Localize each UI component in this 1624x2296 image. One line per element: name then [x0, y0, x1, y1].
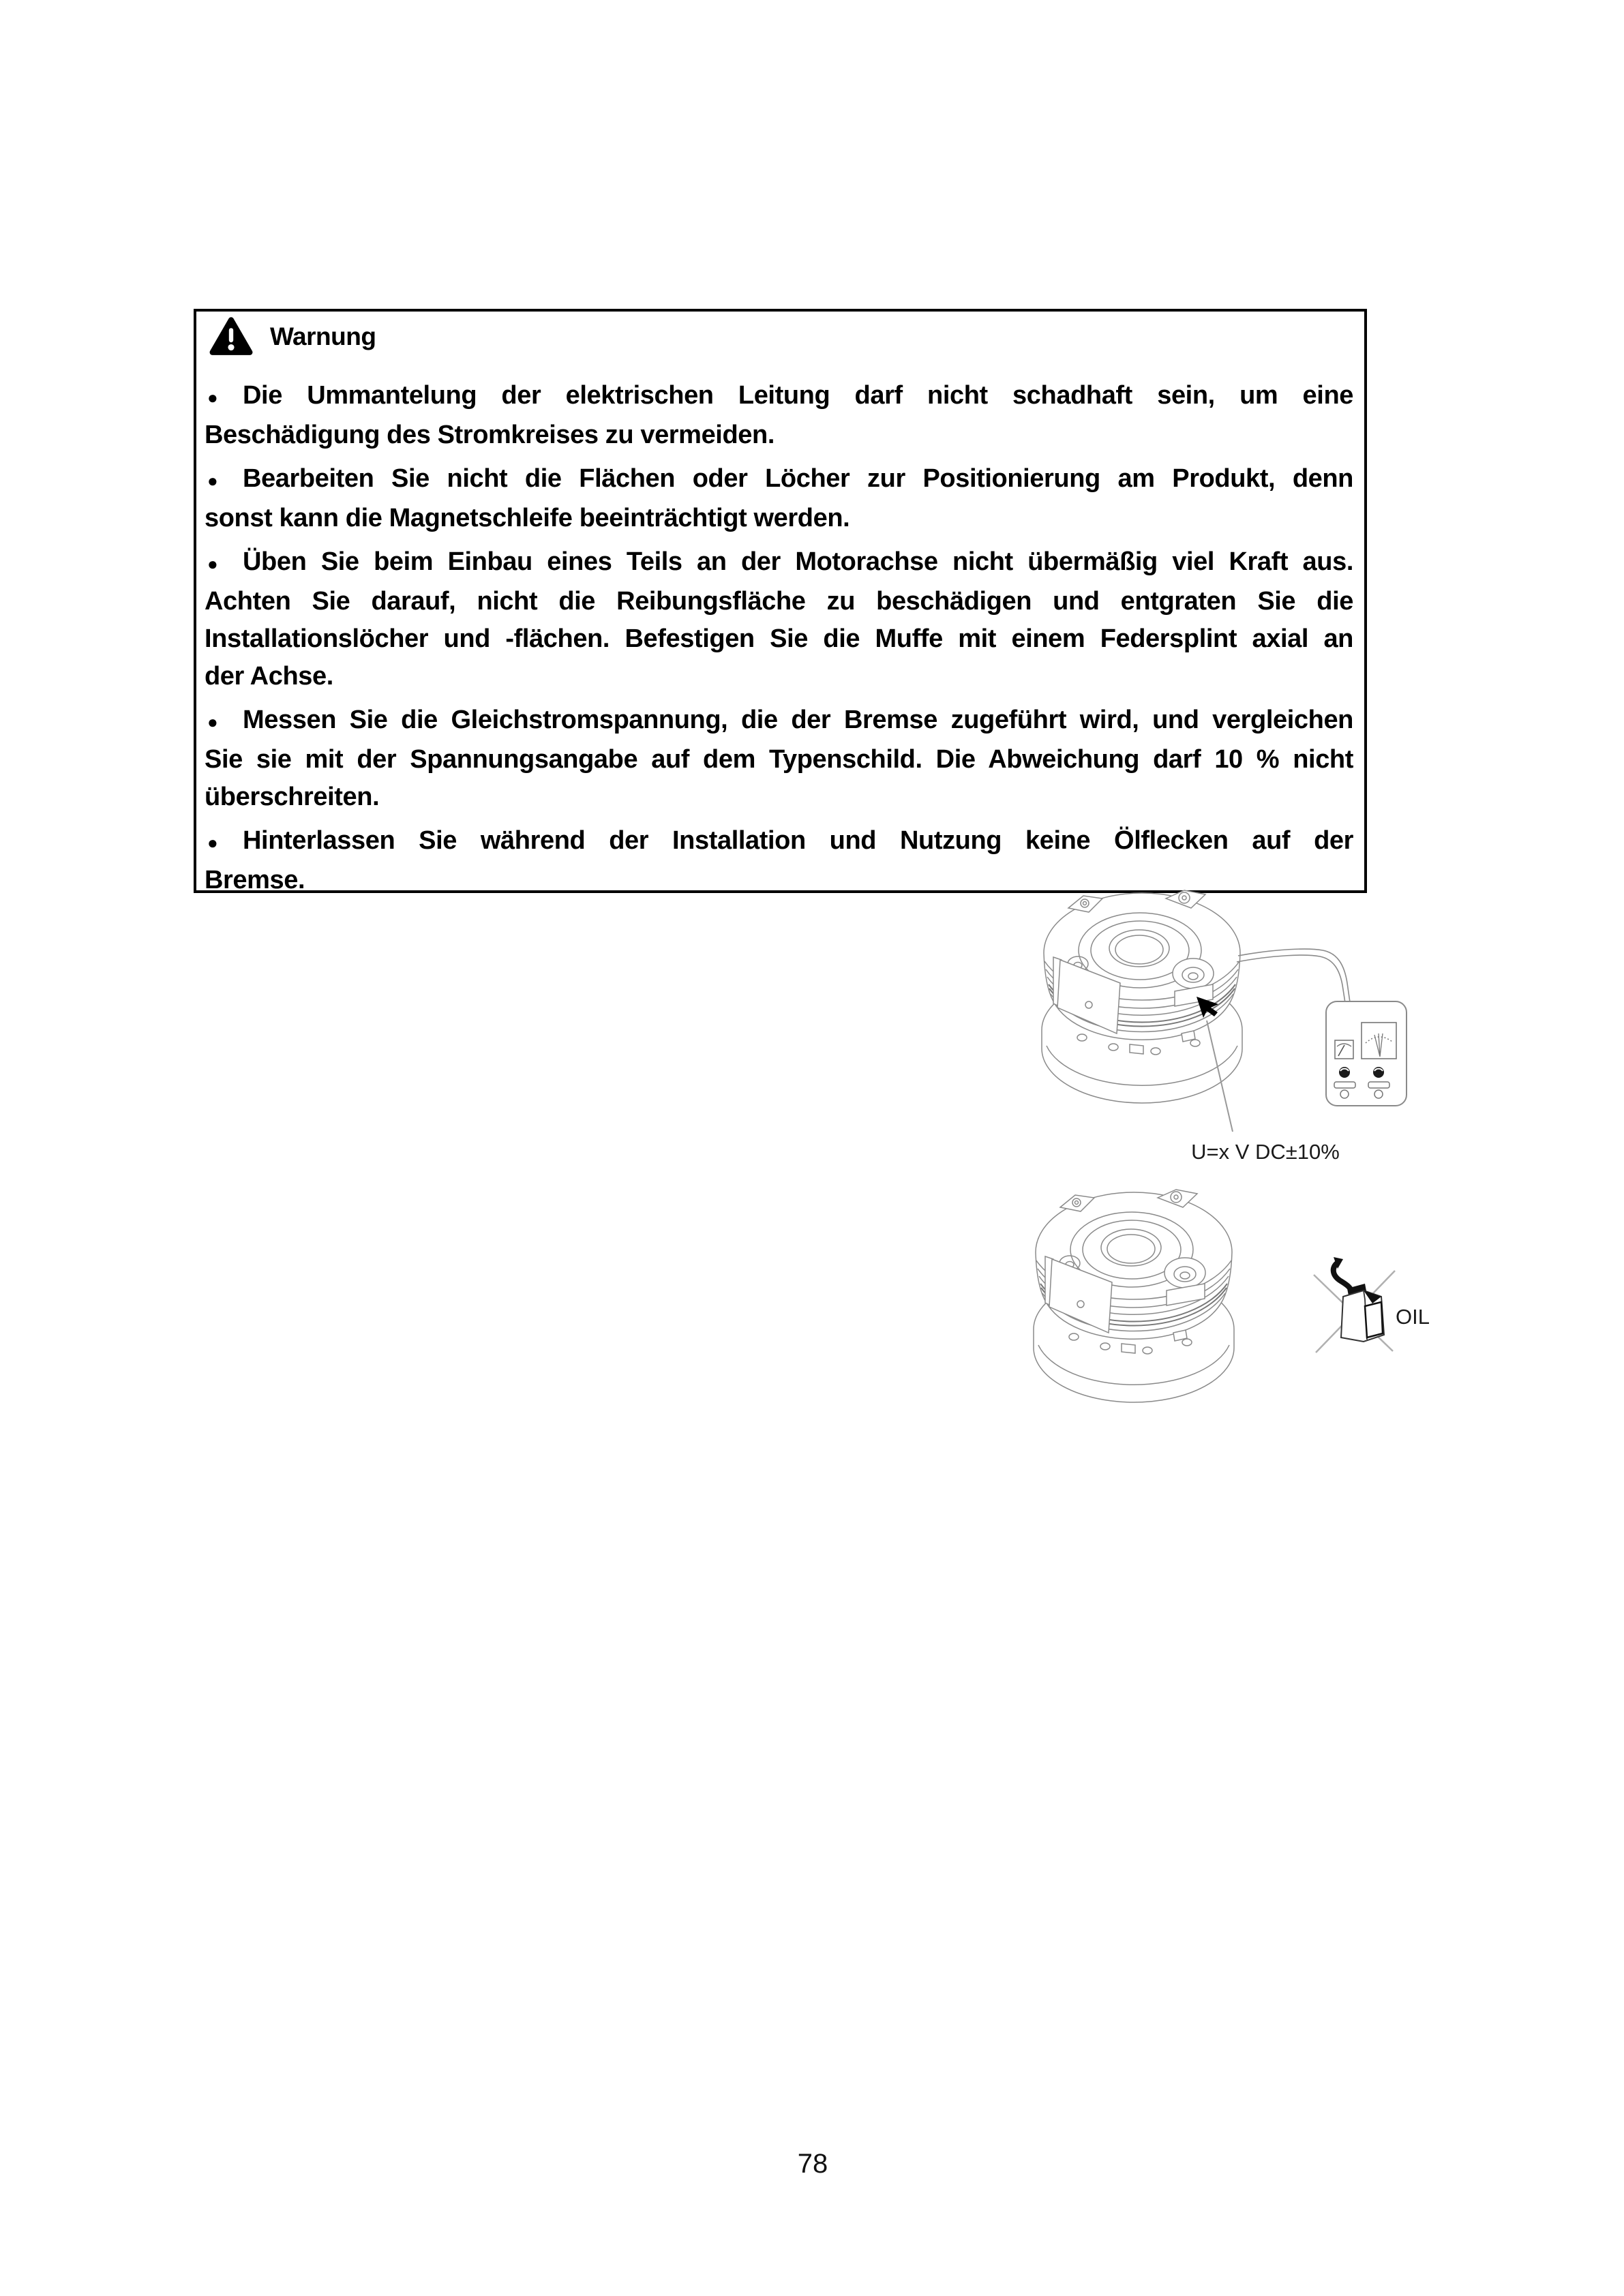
warning-line: Die Ummantelung der elektrischen Leitung darf nicht schadhaft sein, um eine	[243, 381, 1353, 410]
oil-figure-drawing	[1016, 1179, 1439, 1452]
warning-line: Hinterlassen Sie während der Installation und Nutzung keine Ölflecken auf der	[243, 826, 1353, 855]
warning-triangle-icon	[209, 316, 254, 358]
bullet-icon: ●	[207, 387, 218, 408]
warning-bullet	[205, 460, 1353, 537]
crossed-oil-can-icon	[1314, 1257, 1395, 1353]
bullet-icon: ●	[207, 470, 218, 491]
power-cable	[1237, 949, 1350, 1003]
warning-line: Sie sie mit der Spannungsangabe auf dem Typenschild. Die Abweichung darf 10 % nicht	[205, 745, 1353, 774]
warning-bullet	[205, 377, 1353, 454]
voltage-figure-drawing	[1023, 881, 1418, 1174]
warning-header	[209, 316, 376, 358]
warning-line: sonst kann die Magnetschleife beeinträchtigt werden.	[205, 504, 850, 532]
warning-line: Messen Sie die Gleichstromspannung, die der Bremse zugeführt wird, und vergleichen	[243, 706, 1353, 734]
warning-line: der Achse.	[205, 662, 333, 691]
warning-bullet	[205, 701, 1353, 816]
warning-line: überschreiten.	[205, 783, 380, 811]
oil-label: OIL	[1396, 1305, 1430, 1329]
brake-device-drawing	[1034, 1190, 1234, 1402]
voltage-label: U=x V DC±10%	[1191, 1140, 1340, 1164]
warning-text	[205, 377, 1353, 899]
warning-line: Installationslöcher und -flächen. Befestigen Sie die Muffe mit einem Federsplint axial an	[205, 624, 1353, 653]
warning-line: Achten Sie darauf, nicht die Reibungsfläche zu beschädigen und entgraten Sie die	[205, 587, 1353, 616]
warning-line: Bremse.	[205, 866, 305, 894]
figure-voltage-check	[1023, 881, 1418, 1174]
bullet-icon: ●	[207, 554, 218, 574]
warning-line: Bearbeiten Sie nicht die Flächen oder Löcher zur Positionierung am Produkt, denn	[243, 464, 1353, 493]
warning-box	[194, 309, 1367, 893]
brake-device-drawing	[1042, 890, 1242, 1103]
warning-bullet	[205, 543, 1353, 695]
bullet-icon: ●	[207, 712, 218, 732]
voltmeter-panel-icon	[1326, 1001, 1407, 1106]
warning-line: Üben Sie beim Einbau eines Teils an der Motorachse nicht übermäßig viel Kraft aus.	[243, 547, 1353, 576]
bullet-icon: ●	[207, 832, 218, 853]
warning-line: Beschädigung des Stromkreises zu vermeiden.	[205, 421, 775, 449]
figure-no-oil	[1016, 1179, 1439, 1452]
warning-title: Warnung	[270, 322, 376, 350]
page-number: 78	[797, 2149, 828, 2179]
